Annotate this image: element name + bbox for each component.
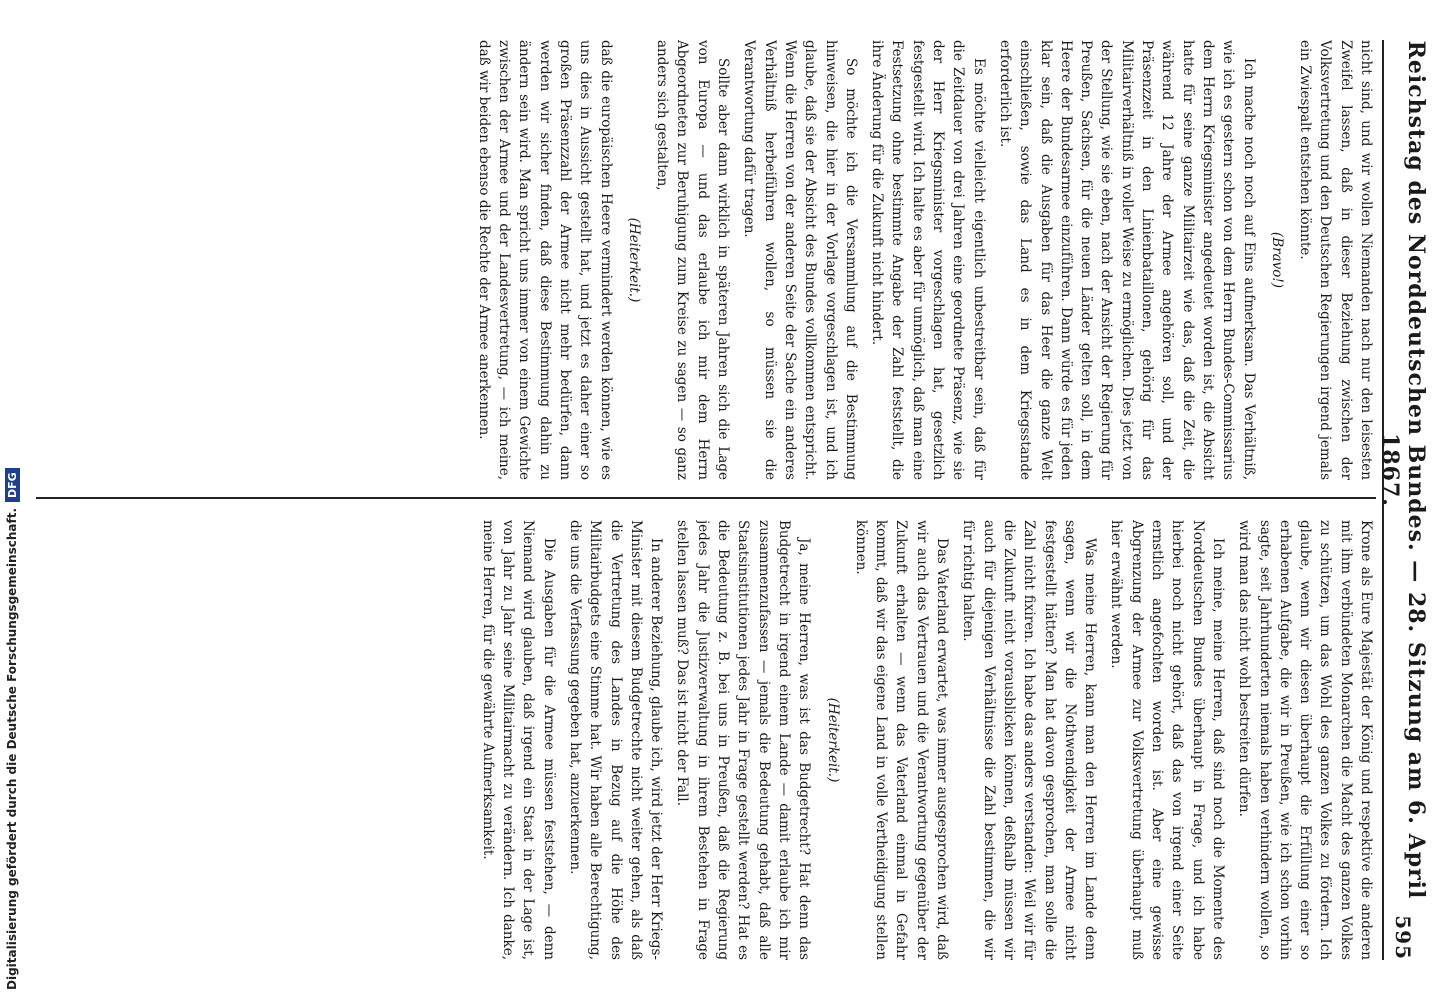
interjection: (Heiterkeit.) [824,697,841,783]
paragraph: Die Ausgaben für die Armee müssen feststehen, — denn Niemand wird glauben, daß irgend ein Staat in der Lage ist, von Jahr zu Jahr seine Militairmacht zu verändern. Ich danke, meine Herren, für die gewährte Aufmerksamkeit. [479,520,557,960]
paragraph: Sollte aber dann wirklich in späteren Jahren sich die Lage von Europa — und das erlaube ich mir dem Herrn Abgeordneten zur Beruhigung zum Kreise zu sagen — so ganz anders sich gestalten, [654,40,732,480]
right-column [36,520,1376,960]
page-header [1377,40,1429,960]
column-divider [36,497,1376,499]
paragraph: Ich meine, meine Herren, daß sind noch die Momente des Norddeutschen Bundes überhaupt in Frage, und ich habe hierbei noch nicht gehört, daß das von irgend einer Seite ernstlich angefochten worden ist. Aber eine gewisse Abgrenzung der Armee zur Volksvertretung überhaupt muß hier erwähnt werden. [1108,520,1226,960]
paragraph: Ja, meine Herren, was ist das Budgetrecht? Hat denn das Budgetrecht in irgend einem Lande — damit erlaube ich mir zusammenzufassen — jemals die Bedeutung gehabt, daß alle Staatsinstitutionen jedes Jahr in Frage gestellt werden? Hat es die Bedeutung z. B. bei uns in Preußen, daß die Regierung jedes Jahr die Justizverwaltung in ihrem Bestehen in Frage stellen lassen muß? Das ist nicht der Fall. [674,520,813,960]
interjection: (Heiterkeit.) [625,217,642,303]
paragraph: Das Vaterland erwartet, was immer ausgesprochen wird, daß wir auch das Vertrauen und die Verantwortung gegenüber der Zukunft erhalten — wenn das Vaterland einmal in Gefahr kommt, daß wir das eigene Land in volle Vertheidigung stellen können. [852,520,951,960]
digitization-credit [0,0,24,1000]
paragraph: Krone als Eure Majestät der König und respektive die anderen mit ihm verbündeten Monarchen die Macht des ganzen Volkes zu schützen, um das Wohl des ganzen Volkes zu fördern. Ich glaube, wenn wir diesen überhaupt die Erfüllung einer so erhabenen Aufgabe, die wir in Preußen, wie ich schon vorhin sagte, seit Jahrhunderten niemals haben verhindern wollen, so wird man das nicht wohl bestreiten dürfen. [1236,520,1374,960]
paragraph: Was meine Herren, kann man den Herren im Lande denn sagen, wenn wir die Nothwendigkeit der Armee nicht festgestellt hätten? Man hat davon gesprochen, man solle die Zahl nicht fixiren. Ich habe das anders verstanden: Weil wir für die Zukunft nicht vorausblicken können, deßhalb müssen wir auch für diejenigen Verhältnisse die Zahl bestimmen, die wir für richtig halten. [960,520,1099,960]
page-title: Reichstag des Norddeutschen Bundes. — 28. Sitzung am 6. April 1867. [1377,40,1429,900]
dfg-logo-icon: DFG [5,468,20,502]
interjection: (Bravo!) [1268,231,1285,289]
paragraph: Ich mache noch noch auf Eins aufmerksam. Das Verhältniß, wie ich es gestern schon von dem Herrn Bundes-Commissarius dem Herrn Kriegsminister angedeutet worden ist, die Absicht hatte für seine ganze Militairzeit wie das, daß die Zeit, die während 12 Jahre der Armee angehören soll, und der Präsenzzeit in den Linienbataillonen, gehörig für das Militairverhältniß in voller Weise zu ermöglichen. Dies jetzt von der Stellung, wie sie eben, nach der Ansicht der Regierung für Preußen, Sachsen, für die neuen Länder gelten soll, in dem Heere der Bundesarmee einzuführen. Dann würde es für jeden klar sein, daß die Ausgaben für das Heer die ganze Welt einschließen, sowie das Land es in dem Kriegsstande erforderlich ist. [996,40,1257,480]
paragraph: nicht sind, und wir wollen Niemanden nach nur den leisesten Zweifel lassen, daß in dieser Beziehung zwischen der Volksvertretung und den Deutschen Regierungen irgend jemals ein Zwiespalt entstehen könnte. [1297,40,1374,480]
paragraph: Es möchte vielleicht eigentlich unbestreitbar sein, daß für die Zeitdauer von drei Jahren eine geordnete Präsenz, wie sie der Herr Kriegsminister vorgeschlagen hat, gesetzlich festgestellt wird. Ich halte es aber für unmöglich, daß man eine Festsetzung ohne bestimmte Angabe der Zahl feststellt, die ihre Änderung für die Zukunft nicht hindert. [869,40,987,480]
left-column [36,40,1376,480]
page-number: 595 [1391,915,1415,960]
paragraph: daß die europäischen Heere vermindert werden können, wie es uns dies in Aussicht gestellt hat, und jetzt es daher einer so großen Präsenzzahl der Armee nicht mehr bedürfen, dann werden wir sicher finden, daß diese Bestimmung dahin zu ändern sein wird. Man spricht uns immer von einem Gewichte zwischen der Armee und der Landesvertretung, — ich meine, daß wir beiden ebenso die Rechte der Armee anerkennen. [475,40,614,480]
credit-text: Digitalisierung gefördert durch die Deutsche Forschungsgemeinschaft. [5,507,19,990]
paragraph: So möchte ich die Versammlung auf die Bestimmung hinweisen, die hier in der Vorlage vorgeschlagen ist, und ich glaube, daß sie der Absicht des Bundes vollkommen entspricht. Wenn die Herren von der anderen Seite der Sache ein anderes Verhältniß herbeiführen wollen, so müssen sie die Verantwortung dafür tragen. [741,40,859,480]
paragraph: In anderer Beziehung, glaube ich, wird jetzt der Herr Kriegs-Minister mit diesem Budgetrechte nicht weiter gehen, als daß die Vertretung des Landes in Bezug auf die Höhe des Militairbudgets eine Stimme hat. Wir haben alle Berechtigung, die uns die Verfassung gegeben hat, anzuerkennen. [567,520,665,960]
